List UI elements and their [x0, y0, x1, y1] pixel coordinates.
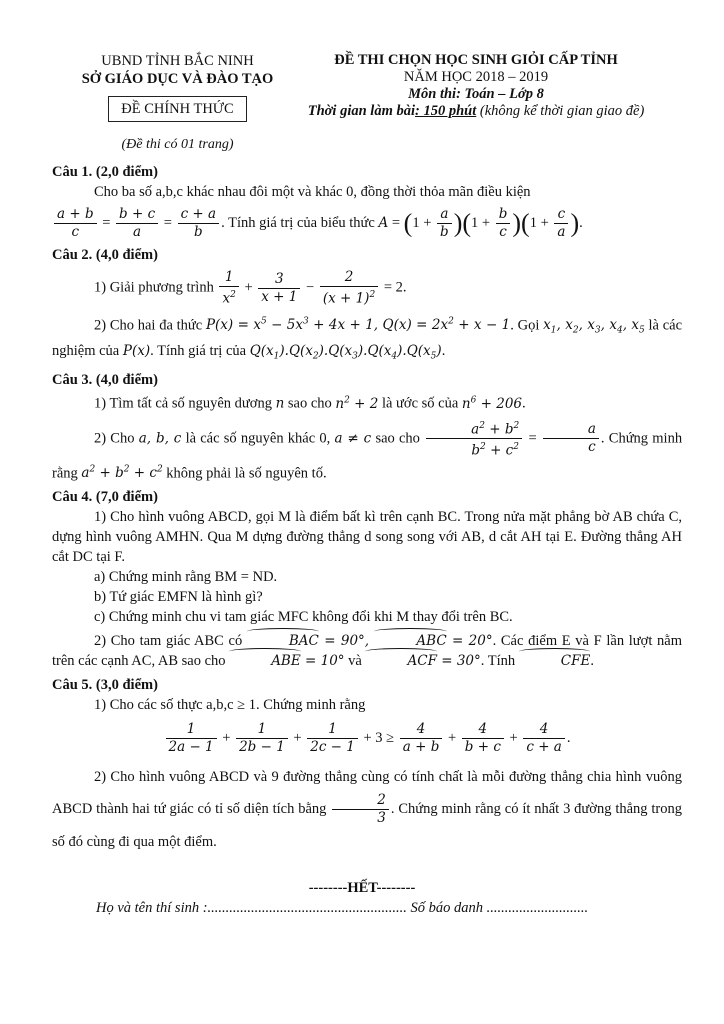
- header-right: [296, 52, 656, 120]
- q1-title: Câu 1. (2,0 điểm): [52, 164, 158, 180]
- header-left: [70, 52, 285, 154]
- province-name: UBND TỈNH BẮC NINH: [101, 53, 254, 69]
- q4-title: Câu 4. (7,0 điểm): [52, 489, 158, 506]
- department-name: SỞ GIÁO DỤC VÀ ĐÀO TẠO: [81, 71, 274, 87]
- time-line: Thời gian làm bài: 150 phút (không kể thời gian giao đề): [307, 103, 645, 119]
- q3-title: Câu 3. (4,0 điểm): [52, 372, 158, 389]
- q4-part1-b: b) Tứ giác EMFN là hình gì?: [94, 589, 263, 606]
- q2-part2: 2) Cho hai đa thức $P(x) = x^5 - 5x^3 + 4x + 1$, $Q(x) = 2x^2 + x - 1$. Gọi $x_1$, $x_2$, $x_3$, $x_4$, $x_5$ là các nghiệm của P(x). Tính giá trị của $Q(x_1).Q(x_2).Q(x_3).Q(x_4).Q(x_5)$.: [52, 316, 683, 362]
- q3-part2: 2) Cho a, b, c là các số nguyên khác 0, a ≠ c sao cho $\frac{a^2 + b^2}{b^2 + c^2}$ = $\frac{a}{c}$ . Chứng minh rằng $a^2 + b^2 + c^2$ không phải là số nguyên tố.: [52, 418, 682, 484]
- q4-part1-c: c) Chứng minh chu vi tam giác MFC không đổi khi M thay đổi trên BC.: [94, 609, 513, 626]
- subject-line: Môn thi: Toán – Lớp 8: [408, 86, 544, 102]
- school-year: NĂM HỌC 2018 – 2019: [403, 69, 549, 85]
- q5-part2: 2) Cho hình vuông ABCD và 9 đường thẳng cùng có tính chất là mỗi đường thẳng chia hình vuông ABCD thành hai tứ giác có tỉ số diện tích bằng $\frac{2}{3}$ . Chứng minh rằng có ít nhất 3 đường thẳng trong số đó cùng đi qua một điểm.: [52, 769, 683, 851]
- q1-formula: $\frac{a + b}{c}$ = $\frac{b + c}{a}$ = $\frac{c + a}{b}$ . Tính giá trị của biểu thức A = (1 + $\frac{a}{b}$ )(1 + $\frac{b}{c}$ )(1 + $\frac{c}{a}$ ).: [52, 206, 682, 241]
- q5-title: Câu 5. (3,0 điểm): [52, 677, 158, 694]
- q4-part2: 2) Cho tam giác ABC có BAC = 90°, ABC = 20°. Các điểm E và F lần lượt nằm trên các cạnh AC, AB sao cho ABE = 10° và ACF = 30°. Tính CFE.: [52, 633, 682, 670]
- candidate-info-line: Họ và tên thí sinh :....................................................... Số báo danh ............................: [96, 900, 589, 916]
- exam-body: [52, 162, 682, 857]
- pages-note: (Đề thi có 01 trang): [121, 137, 234, 152]
- q2-part1: 1) Giải phương trình $\frac{1}{x^2}$ + $\frac{3}{x + 1}$ − $\frac{2}{(x + 1)^2}$ = 2.: [94, 269, 407, 307]
- q4-part1: 1) Cho hình vuông ABCD, gọi M là điểm bất kì trên cạnh BC. Trong nửa mặt phẳng bờ AB chứa C, dựng hình vuông AMHN. Qua M dựng đường thẳng d song song với AB, d cắt AH tại E. Đường thẳng AH cắt DC tại F.: [52, 509, 682, 566]
- q3-part1: 1) Tìm tất cả số nguyên dương n sao cho $n^2 + 2$ là ước số của $n^6 + 206$.: [94, 395, 526, 412]
- end-mark: --------HẾT--------: [308, 880, 416, 896]
- official-badge: ĐỀ CHÍNH THỨC: [108, 96, 246, 122]
- exam-title: ĐỀ THI CHỌN HỌC SINH GIỎI CẤP TỈNH: [334, 52, 618, 68]
- q5-part1: 1) Cho các số thực a,b,c ≥ 1. Chứng minh rằng: [94, 697, 366, 714]
- q5-inequality: $\frac{1}{2a - 1}$ + $\frac{1}{2b - 1}$ + $\frac{1}{2c - 1}$ + 3 ≥ $\frac{4}{a + b}$ + $\frac{4}{b + c}$ + $\frac{4}{c + a}$ .: [52, 721, 682, 756]
- q1-text: Cho ba số a,b,c khác nhau đôi một và khác 0, đồng thời thỏa mãn điều kiện: [94, 184, 531, 200]
- q2-title: Câu 2. (4,0 điểm): [52, 247, 158, 263]
- q4-part1-a: a) Chứng minh rằng BM = ND.: [94, 569, 278, 586]
